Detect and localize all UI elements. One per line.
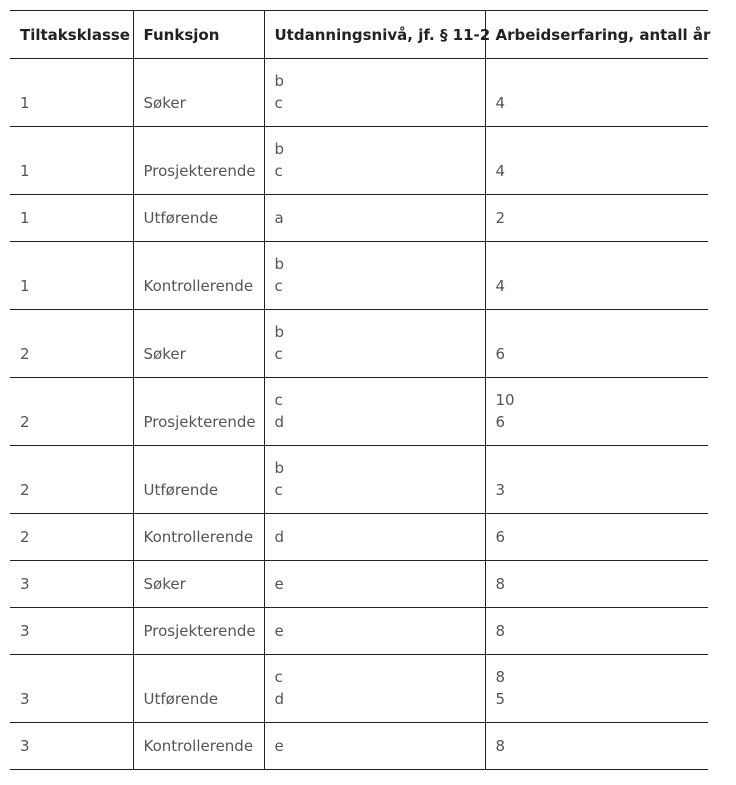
cell-funksjon: Utførende [133, 446, 264, 514]
cell-arbeidserfaring [485, 195, 708, 242]
cell-tiltaksklasse: 1 [10, 59, 133, 127]
cell-tiltaksklasse: 3 [10, 561, 133, 608]
arbeidserfaring-value: 8 [495, 737, 506, 755]
utdanningsniva-value: d [274, 690, 285, 708]
utdanningsniva-value: e [274, 575, 284, 593]
table-row [10, 242, 708, 310]
table-row [10, 723, 708, 770]
table-row [10, 195, 708, 242]
cell-utdanningsniva [264, 127, 485, 195]
cell-arbeidserfaring [485, 723, 708, 770]
table-row [10, 608, 708, 655]
cell-arbeidserfaring [485, 655, 708, 723]
arbeidserfaring-value: 6 [495, 413, 506, 431]
utdanningsniva-value: b [274, 323, 285, 341]
utdanningsniva-value: c [274, 391, 283, 409]
header-utdanningsniva: Utdanningsnivå, jf. § 11-2 [264, 11, 485, 59]
cell-arbeidserfaring [485, 561, 708, 608]
cell-tiltaksklasse: 3 [10, 608, 133, 655]
cell-tiltaksklasse: 3 [10, 655, 133, 723]
utdanningsniva-value: b [274, 72, 285, 90]
cell-arbeidserfaring [485, 608, 708, 655]
arbeidserfaring-value: 5 [495, 690, 506, 708]
utdanningsniva-value: a [274, 209, 284, 227]
cell-utdanningsniva [264, 723, 485, 770]
utdanningsniva-value: d [274, 413, 285, 431]
utdanningsniva-value: b [274, 255, 285, 273]
cell-utdanningsniva [264, 195, 485, 242]
cell-funksjon: Prosjekterende [133, 378, 264, 446]
arbeidserfaring-value: 3 [495, 481, 506, 499]
cell-funksjon: Kontrollerende [133, 723, 264, 770]
cell-tiltaksklasse: 1 [10, 242, 133, 310]
arbeidserfaring-value: 10 [495, 391, 515, 409]
utdanningsniva-value: c [274, 668, 283, 686]
table-row [10, 59, 708, 127]
utdanningsniva-value: e [274, 622, 284, 640]
utdanningsniva-value: c [274, 277, 283, 295]
cell-arbeidserfaring [485, 242, 708, 310]
cell-funksjon: Prosjekterende [133, 127, 264, 195]
arbeidserfaring-value: 6 [495, 345, 506, 363]
cell-utdanningsniva [264, 59, 485, 127]
utdanningsniva-value: e [274, 737, 284, 755]
cell-funksjon: Søker [133, 561, 264, 608]
cell-funksjon: Kontrollerende [133, 514, 264, 561]
cell-funksjon: Kontrollerende [133, 242, 264, 310]
cell-tiltaksklasse: 2 [10, 514, 133, 561]
table-row [10, 310, 708, 378]
table-row [10, 514, 708, 561]
utdanningsniva-value: c [274, 162, 283, 180]
utdanningsniva-value: b [274, 459, 285, 477]
cell-arbeidserfaring [485, 378, 708, 446]
cell-utdanningsniva [264, 378, 485, 446]
header-funksjon: Funksjon [133, 11, 264, 59]
cell-tiltaksklasse: 1 [10, 127, 133, 195]
arbeidserfaring-value: 4 [495, 94, 506, 112]
arbeidserfaring-value: 8 [495, 668, 506, 686]
cell-utdanningsniva [264, 514, 485, 561]
cell-utdanningsniva [264, 655, 485, 723]
arbeidserfaring-value: 6 [495, 528, 506, 546]
arbeidserfaring-value: 8 [495, 622, 506, 640]
cell-utdanningsniva [264, 561, 485, 608]
requirements-table-container [10, 10, 711, 770]
header-row [10, 11, 708, 59]
arbeidserfaring-value: 2 [495, 209, 506, 227]
cell-utdanningsniva [264, 608, 485, 655]
arbeidserfaring-value: 8 [495, 575, 506, 593]
arbeidserfaring-value: 4 [495, 277, 506, 295]
cell-arbeidserfaring [485, 514, 708, 561]
requirements-table [10, 10, 711, 770]
cell-tiltaksklasse: 3 [10, 723, 133, 770]
header-arbeidserfaring: Arbeidserfaring, antall år [485, 11, 708, 59]
cell-arbeidserfaring [485, 310, 708, 378]
cell-tiltaksklasse: 2 [10, 378, 133, 446]
cell-funksjon: Utførende [133, 195, 264, 242]
cell-tiltaksklasse: 1 [10, 195, 133, 242]
cell-tiltaksklasse: 2 [10, 310, 133, 378]
cell-tiltaksklasse: 2 [10, 446, 133, 514]
table-row [10, 561, 708, 608]
table-row [10, 446, 708, 514]
utdanningsniva-value: d [274, 528, 285, 546]
cell-arbeidserfaring [485, 127, 708, 195]
utdanningsniva-value: b [274, 140, 285, 158]
utdanningsniva-value: c [274, 481, 283, 499]
cell-utdanningsniva [264, 310, 485, 378]
table-row [10, 655, 708, 723]
cell-funksjon: Søker [133, 310, 264, 378]
cell-funksjon: Utførende [133, 655, 264, 723]
header-tiltaksklasse: Tiltaksklasse [10, 11, 133, 59]
arbeidserfaring-value: 4 [495, 162, 506, 180]
table-row [10, 127, 708, 195]
table-header [10, 11, 711, 59]
utdanningsniva-value: c [274, 345, 283, 363]
cell-arbeidserfaring [485, 446, 708, 514]
utdanningsniva-value: c [274, 94, 283, 112]
cell-utdanningsniva [264, 242, 485, 310]
cell-arbeidserfaring [485, 59, 708, 127]
cell-funksjon: Prosjekterende [133, 608, 264, 655]
table-row [10, 378, 708, 446]
cell-utdanningsniva [264, 446, 485, 514]
cell-funksjon: Søker [133, 59, 264, 127]
table-body [10, 59, 708, 770]
